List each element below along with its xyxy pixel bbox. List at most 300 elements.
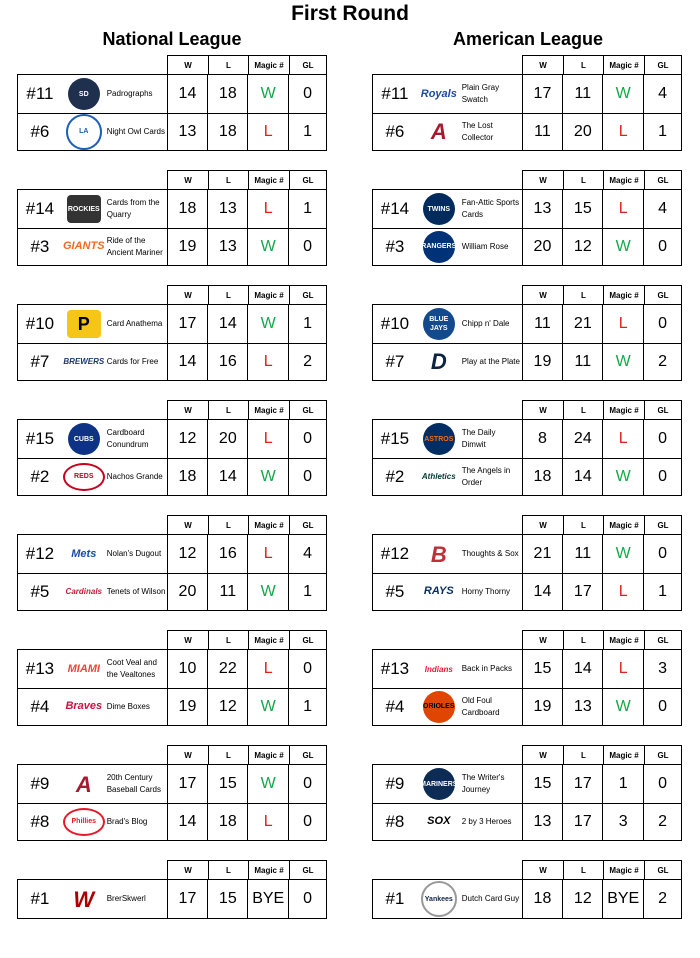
losses-value: 14 xyxy=(563,650,603,688)
header-l: L xyxy=(563,630,603,650)
team-logo-text: Braves xyxy=(65,700,103,712)
header-magic: Magic # xyxy=(603,400,644,420)
magic-number: L xyxy=(248,420,289,458)
seed-number: #2 xyxy=(385,466,405,486)
matchup-card xyxy=(372,400,682,498)
team-name: Dutch Card Guy xyxy=(461,880,523,918)
magic-number: L xyxy=(603,573,644,610)
header-gl: GL xyxy=(289,55,327,75)
matchup-table xyxy=(372,419,682,496)
league-name: National League xyxy=(102,29,242,49)
header-w: W xyxy=(167,745,208,765)
header-w: W xyxy=(167,630,208,650)
losses-value: 13 xyxy=(208,228,248,265)
header-w: W xyxy=(522,170,563,190)
games-left-value: 1 xyxy=(303,582,313,600)
losses-value: 14 xyxy=(208,305,248,343)
losses-value: 16 xyxy=(208,535,248,573)
wins-value: 18 xyxy=(168,190,209,228)
matchup-table xyxy=(372,189,682,266)
losses-value: 14 xyxy=(208,458,248,495)
logo-circle xyxy=(423,691,455,723)
header-l: L xyxy=(563,860,603,880)
stats-header xyxy=(167,400,327,420)
games-left-value: 0 xyxy=(303,237,313,255)
magic-number: L xyxy=(603,305,644,343)
games-left-value: 4 xyxy=(303,545,313,562)
team-logo-text: D xyxy=(430,349,447,374)
header-magic: Magic # xyxy=(248,170,289,190)
magic-number: W xyxy=(603,75,644,113)
team-logo-icon xyxy=(417,228,461,265)
games-left-value: 1 xyxy=(658,582,668,600)
team-name: Play at the Plate xyxy=(461,343,523,380)
header-l: L xyxy=(208,860,248,880)
header-magic: Magic # xyxy=(248,400,289,420)
header-magic: Magic # xyxy=(603,285,644,305)
magic-number: L xyxy=(248,190,289,228)
stats-header xyxy=(522,860,682,880)
matchup-card xyxy=(17,745,327,843)
matchup-card xyxy=(17,55,327,153)
matchup-card xyxy=(372,745,682,843)
team-logo-icon xyxy=(62,343,106,380)
seed-number: #7 xyxy=(30,351,50,371)
team-row xyxy=(373,765,681,804)
seed-number: #9 xyxy=(30,774,50,793)
stats-header xyxy=(522,630,682,650)
team-logo-icon xyxy=(417,803,461,840)
magic-number: W xyxy=(248,688,289,725)
matchup-table xyxy=(17,304,327,381)
losses-value: 11 xyxy=(563,343,603,380)
team-row xyxy=(18,650,326,689)
games-left-value: 0 xyxy=(303,660,313,677)
logo-circle xyxy=(423,231,455,263)
wins-value: 12 xyxy=(168,535,209,573)
losses-value: 17 xyxy=(563,573,603,610)
header-l: L xyxy=(208,515,248,535)
seed-number: #3 xyxy=(385,236,405,256)
logo-shape xyxy=(67,310,101,338)
wins-value: 14 xyxy=(168,343,209,380)
logo-circle xyxy=(423,423,455,455)
losses-value: 11 xyxy=(563,75,603,113)
team-row xyxy=(18,305,326,344)
team-row xyxy=(373,113,681,150)
team-logo-icon xyxy=(62,765,106,803)
seed-number: #14 xyxy=(380,199,410,218)
header-l: L xyxy=(208,400,248,420)
team-logo-icon xyxy=(417,535,461,573)
seed-number: #2 xyxy=(30,466,50,486)
games-left-value: 0 xyxy=(303,85,313,102)
team-row xyxy=(18,190,326,229)
header-l: L xyxy=(563,55,603,75)
team-name: Dime Boxes xyxy=(106,688,168,725)
games-left-value: 4 xyxy=(658,200,668,217)
wins-value: 11 xyxy=(523,113,564,150)
team-name: Padrographs xyxy=(106,75,168,113)
games-left-value: 0 xyxy=(658,467,668,485)
team-logo-text: TWINS xyxy=(427,205,451,213)
losses-value: 22 xyxy=(208,650,248,688)
losses-value: 15 xyxy=(208,880,248,918)
team-logo-icon xyxy=(62,75,106,113)
games-left-value: 1 xyxy=(303,122,313,140)
team-logo-text: BREWERS xyxy=(63,357,105,366)
wins-value: 18 xyxy=(523,458,564,495)
team-logo-icon xyxy=(417,688,461,725)
team-name: Cards for Free xyxy=(106,343,168,380)
wins-value: 19 xyxy=(523,343,564,380)
wins-value: 18 xyxy=(168,458,209,495)
wins-value: 14 xyxy=(523,573,564,610)
losses-value: 24 xyxy=(563,420,603,458)
header-w: W xyxy=(167,515,208,535)
seed-number: #10 xyxy=(25,314,55,333)
header-magic: Magic # xyxy=(603,55,644,75)
team-row xyxy=(18,573,326,610)
team-row xyxy=(373,688,681,725)
games-left-value: 1 xyxy=(658,122,668,140)
games-left-value: 2 xyxy=(658,352,668,370)
team-logo-icon xyxy=(62,458,106,495)
magic-number: BYE xyxy=(248,880,289,918)
team-row xyxy=(373,573,681,610)
seed-number: #12 xyxy=(25,544,55,563)
team-row xyxy=(373,650,681,689)
header-magic: Magic # xyxy=(603,515,644,535)
team-logo-text: REDS xyxy=(74,473,94,480)
team-logo-text: BLUE JAYS xyxy=(429,316,449,332)
team-logo-text: Yankees xyxy=(424,895,453,903)
losses-value: 16 xyxy=(208,343,248,380)
wins-value: 20 xyxy=(168,573,209,610)
team-row xyxy=(373,880,681,918)
header-gl: GL xyxy=(289,745,327,765)
seed-number: #3 xyxy=(30,236,50,256)
team-name: 20th Century Baseball Cards xyxy=(106,765,168,803)
games-left-value: 2 xyxy=(658,812,668,830)
team-logo-icon xyxy=(417,305,461,343)
losses-value: 20 xyxy=(563,113,603,150)
stats-header xyxy=(167,170,327,190)
wins-value: 17 xyxy=(168,765,209,803)
losses-value: 13 xyxy=(563,688,603,725)
team-logo-text: Indians xyxy=(424,664,453,674)
team-logo-icon xyxy=(62,305,106,343)
team-name: Fan-Attic Sports Cards xyxy=(461,190,523,228)
team-name: Ride of the Ancient Mariner xyxy=(106,228,168,265)
magic-number: W xyxy=(603,458,644,495)
games-left-value: 0 xyxy=(658,237,668,255)
matchup-card xyxy=(17,630,327,728)
team-row xyxy=(373,803,681,840)
team-name: Cards from the Quarry xyxy=(106,190,168,228)
team-logo-icon xyxy=(417,573,461,610)
team-row xyxy=(18,420,326,459)
team-logo-icon xyxy=(417,113,461,150)
team-logo-text: W xyxy=(73,886,95,912)
games-left-value: 3 xyxy=(658,660,668,677)
team-logo-icon xyxy=(417,190,461,228)
games-left-value: 2 xyxy=(303,352,313,370)
wins-value: 14 xyxy=(168,803,209,840)
team-logo-icon xyxy=(62,535,106,573)
losses-value: 12 xyxy=(208,688,248,725)
team-logo-text: Royals xyxy=(420,87,457,100)
team-name: Nolan's Dugout xyxy=(106,535,168,573)
team-logo-text: ROCKIES xyxy=(67,205,100,213)
team-logo-icon xyxy=(62,650,106,688)
games-left-value: 1 xyxy=(303,200,313,217)
wins-value: 17 xyxy=(523,75,564,113)
team-name: Horny Thorny xyxy=(461,573,523,610)
team-name: Cardboard Conundrum xyxy=(106,420,168,458)
team-logo-icon xyxy=(62,573,106,610)
logo-circle xyxy=(423,193,455,225)
team-row xyxy=(373,343,681,380)
matchup-table xyxy=(372,304,682,381)
wins-value: 15 xyxy=(523,765,564,803)
team-logo-icon xyxy=(417,75,461,113)
magic-number: W xyxy=(248,305,289,343)
team-row xyxy=(373,420,681,459)
team-logo-text: CUBS xyxy=(73,435,94,443)
team-name: Chipp n' Dale xyxy=(461,305,523,343)
stats-header xyxy=(167,515,327,535)
wins-value: 15 xyxy=(523,650,564,688)
team-row xyxy=(373,75,681,114)
wins-value: 17 xyxy=(168,880,209,918)
wins-value: 19 xyxy=(523,688,564,725)
wins-value: 20 xyxy=(523,228,564,265)
logo-shape xyxy=(63,808,105,836)
matchup-card xyxy=(17,860,327,958)
matchup-table xyxy=(17,189,327,266)
wins-value: 19 xyxy=(168,688,209,725)
magic-number: L xyxy=(603,650,644,688)
header-gl: GL xyxy=(644,630,682,650)
stats-header xyxy=(167,860,327,880)
magic-number: W xyxy=(248,458,289,495)
matchup-card xyxy=(17,285,327,383)
team-logo-icon xyxy=(417,765,461,803)
team-row xyxy=(18,343,326,380)
header-l: L xyxy=(208,55,248,75)
stats-header xyxy=(522,55,682,75)
header-magic: Magic # xyxy=(248,55,289,75)
losses-value: 18 xyxy=(208,75,248,113)
matchup-table xyxy=(17,74,327,151)
wins-value: 11 xyxy=(523,305,564,343)
header-gl: GL xyxy=(289,285,327,305)
wins-value: 13 xyxy=(168,113,209,150)
team-row xyxy=(18,535,326,574)
team-row xyxy=(18,880,326,918)
header-magic: Magic # xyxy=(603,860,644,880)
team-name: 2 by 3 Heroes xyxy=(461,803,523,840)
losses-value: 17 xyxy=(563,765,603,803)
header-w: W xyxy=(522,515,563,535)
header-l: L xyxy=(563,745,603,765)
team-row xyxy=(373,535,681,574)
header-magic: Magic # xyxy=(248,515,289,535)
magic-number: L xyxy=(603,190,644,228)
header-l: L xyxy=(208,170,248,190)
header-w: W xyxy=(522,860,563,880)
team-name: The Daily Dimwit xyxy=(461,420,523,458)
header-w: W xyxy=(522,55,563,75)
games-left-value: 0 xyxy=(303,890,313,907)
team-logo-text: GIANTS xyxy=(63,240,105,252)
team-row xyxy=(18,765,326,804)
games-left-value: 0 xyxy=(658,775,668,792)
team-row xyxy=(18,458,326,495)
losses-value: 15 xyxy=(563,190,603,228)
stats-header xyxy=(522,400,682,420)
header-l: L xyxy=(208,745,248,765)
team-logo-icon xyxy=(417,880,461,918)
team-row xyxy=(373,305,681,344)
team-logo-icon xyxy=(417,420,461,458)
header-l: L xyxy=(563,285,603,305)
team-row xyxy=(18,113,326,150)
header-magic: Magic # xyxy=(248,860,289,880)
team-logo-text: B xyxy=(430,541,447,567)
magic-number: L xyxy=(248,343,289,380)
team-name: Back in Packs xyxy=(461,650,523,688)
magic-number: L xyxy=(248,113,289,150)
matchup-table xyxy=(17,649,327,726)
team-name: Old Foul Cardboard xyxy=(461,688,523,725)
magic-number: BYE xyxy=(603,880,644,918)
matchup-card xyxy=(372,515,682,613)
header-w: W xyxy=(167,860,208,880)
logo-circle xyxy=(68,423,100,455)
stats-header xyxy=(522,515,682,535)
games-left-value: 4 xyxy=(658,85,668,102)
seed-number: #13 xyxy=(25,659,55,678)
games-left-value: 0 xyxy=(658,315,668,332)
header-gl: GL xyxy=(289,630,327,650)
team-row xyxy=(373,190,681,229)
wins-value: 17 xyxy=(168,305,209,343)
magic-number: W xyxy=(248,765,289,803)
header-gl: GL xyxy=(289,515,327,535)
team-logo-icon xyxy=(417,458,461,495)
header-gl: GL xyxy=(644,170,682,190)
header-magic: Magic # xyxy=(603,745,644,765)
team-logo-icon xyxy=(417,343,461,380)
losses-value: 11 xyxy=(563,535,603,573)
games-left-value: 0 xyxy=(658,430,668,447)
matchup-table xyxy=(372,649,682,726)
matchup-table xyxy=(17,879,327,919)
team-name: Nachos Grande xyxy=(106,458,168,495)
team-name: Night Owl Cards xyxy=(106,113,168,150)
magic-number: W xyxy=(248,573,289,610)
games-left-value: 0 xyxy=(658,697,668,715)
logo-shape xyxy=(67,195,101,223)
magic-number: W xyxy=(603,228,644,265)
team-name: The Angels in Order xyxy=(461,458,523,495)
seed-number: #5 xyxy=(385,581,405,601)
magic-number: W xyxy=(248,75,289,113)
logo-circle xyxy=(420,768,458,800)
header-gl: GL xyxy=(289,400,327,420)
stats-header xyxy=(522,745,682,765)
matchup-table xyxy=(17,419,327,496)
team-name: Card Anathema xyxy=(106,305,168,343)
matchup-card xyxy=(372,170,682,268)
team-row xyxy=(373,458,681,495)
losses-value: 20 xyxy=(208,420,248,458)
team-logo-text: Cardinals xyxy=(65,587,103,596)
team-name: William Rose xyxy=(461,228,523,265)
matchup-table xyxy=(372,74,682,151)
header-magic: Magic # xyxy=(603,630,644,650)
magic-number: W xyxy=(603,688,644,725)
wins-value: 18 xyxy=(523,880,564,918)
games-left-value: 0 xyxy=(303,430,313,447)
seed-number: #1 xyxy=(30,889,50,908)
losses-value: 21 xyxy=(563,305,603,343)
stats-header xyxy=(167,745,327,765)
team-logo-text: A xyxy=(75,771,92,797)
stats-header xyxy=(167,285,327,305)
losses-value: 11 xyxy=(208,573,248,610)
seed-number: #12 xyxy=(380,544,410,563)
seed-number: #10 xyxy=(380,314,410,333)
header-gl: GL xyxy=(644,400,682,420)
team-logo-text: ORIOLES xyxy=(423,703,455,710)
header-gl: GL xyxy=(644,860,682,880)
seed-number: #15 xyxy=(25,429,55,448)
magic-number: W xyxy=(603,343,644,380)
logo-circle xyxy=(421,881,457,917)
wins-value: 8 xyxy=(523,420,564,458)
team-name: Tenets of Wilson xyxy=(106,573,168,610)
team-logo-icon xyxy=(62,688,106,725)
page-title: First Round xyxy=(291,2,409,25)
magic-number: 3 xyxy=(603,803,644,840)
seed-number: #14 xyxy=(25,199,55,218)
team-logo-icon xyxy=(417,650,461,688)
seed-number: #5 xyxy=(30,581,50,601)
header-gl: GL xyxy=(289,860,327,880)
matchup-card xyxy=(17,515,327,613)
logo-circle xyxy=(423,308,455,340)
team-logo-icon xyxy=(62,228,106,265)
seed-number: #6 xyxy=(30,121,50,141)
magic-number: L xyxy=(603,420,644,458)
matchup-card xyxy=(372,630,682,728)
header-gl: GL xyxy=(644,745,682,765)
matchup-card xyxy=(17,400,327,498)
games-left-value: 1 xyxy=(303,697,313,715)
team-logo-text: Athletics xyxy=(421,472,456,481)
team-logo-text: SOX xyxy=(427,815,451,827)
team-logo-text: SD xyxy=(78,90,89,98)
header-w: W xyxy=(522,400,563,420)
games-left-value: 0 xyxy=(303,812,313,830)
team-row xyxy=(18,228,326,265)
matchup-table xyxy=(17,764,327,841)
seed-number: #11 xyxy=(26,84,54,103)
team-name: Coot Veal and the Vealtones xyxy=(106,650,168,688)
